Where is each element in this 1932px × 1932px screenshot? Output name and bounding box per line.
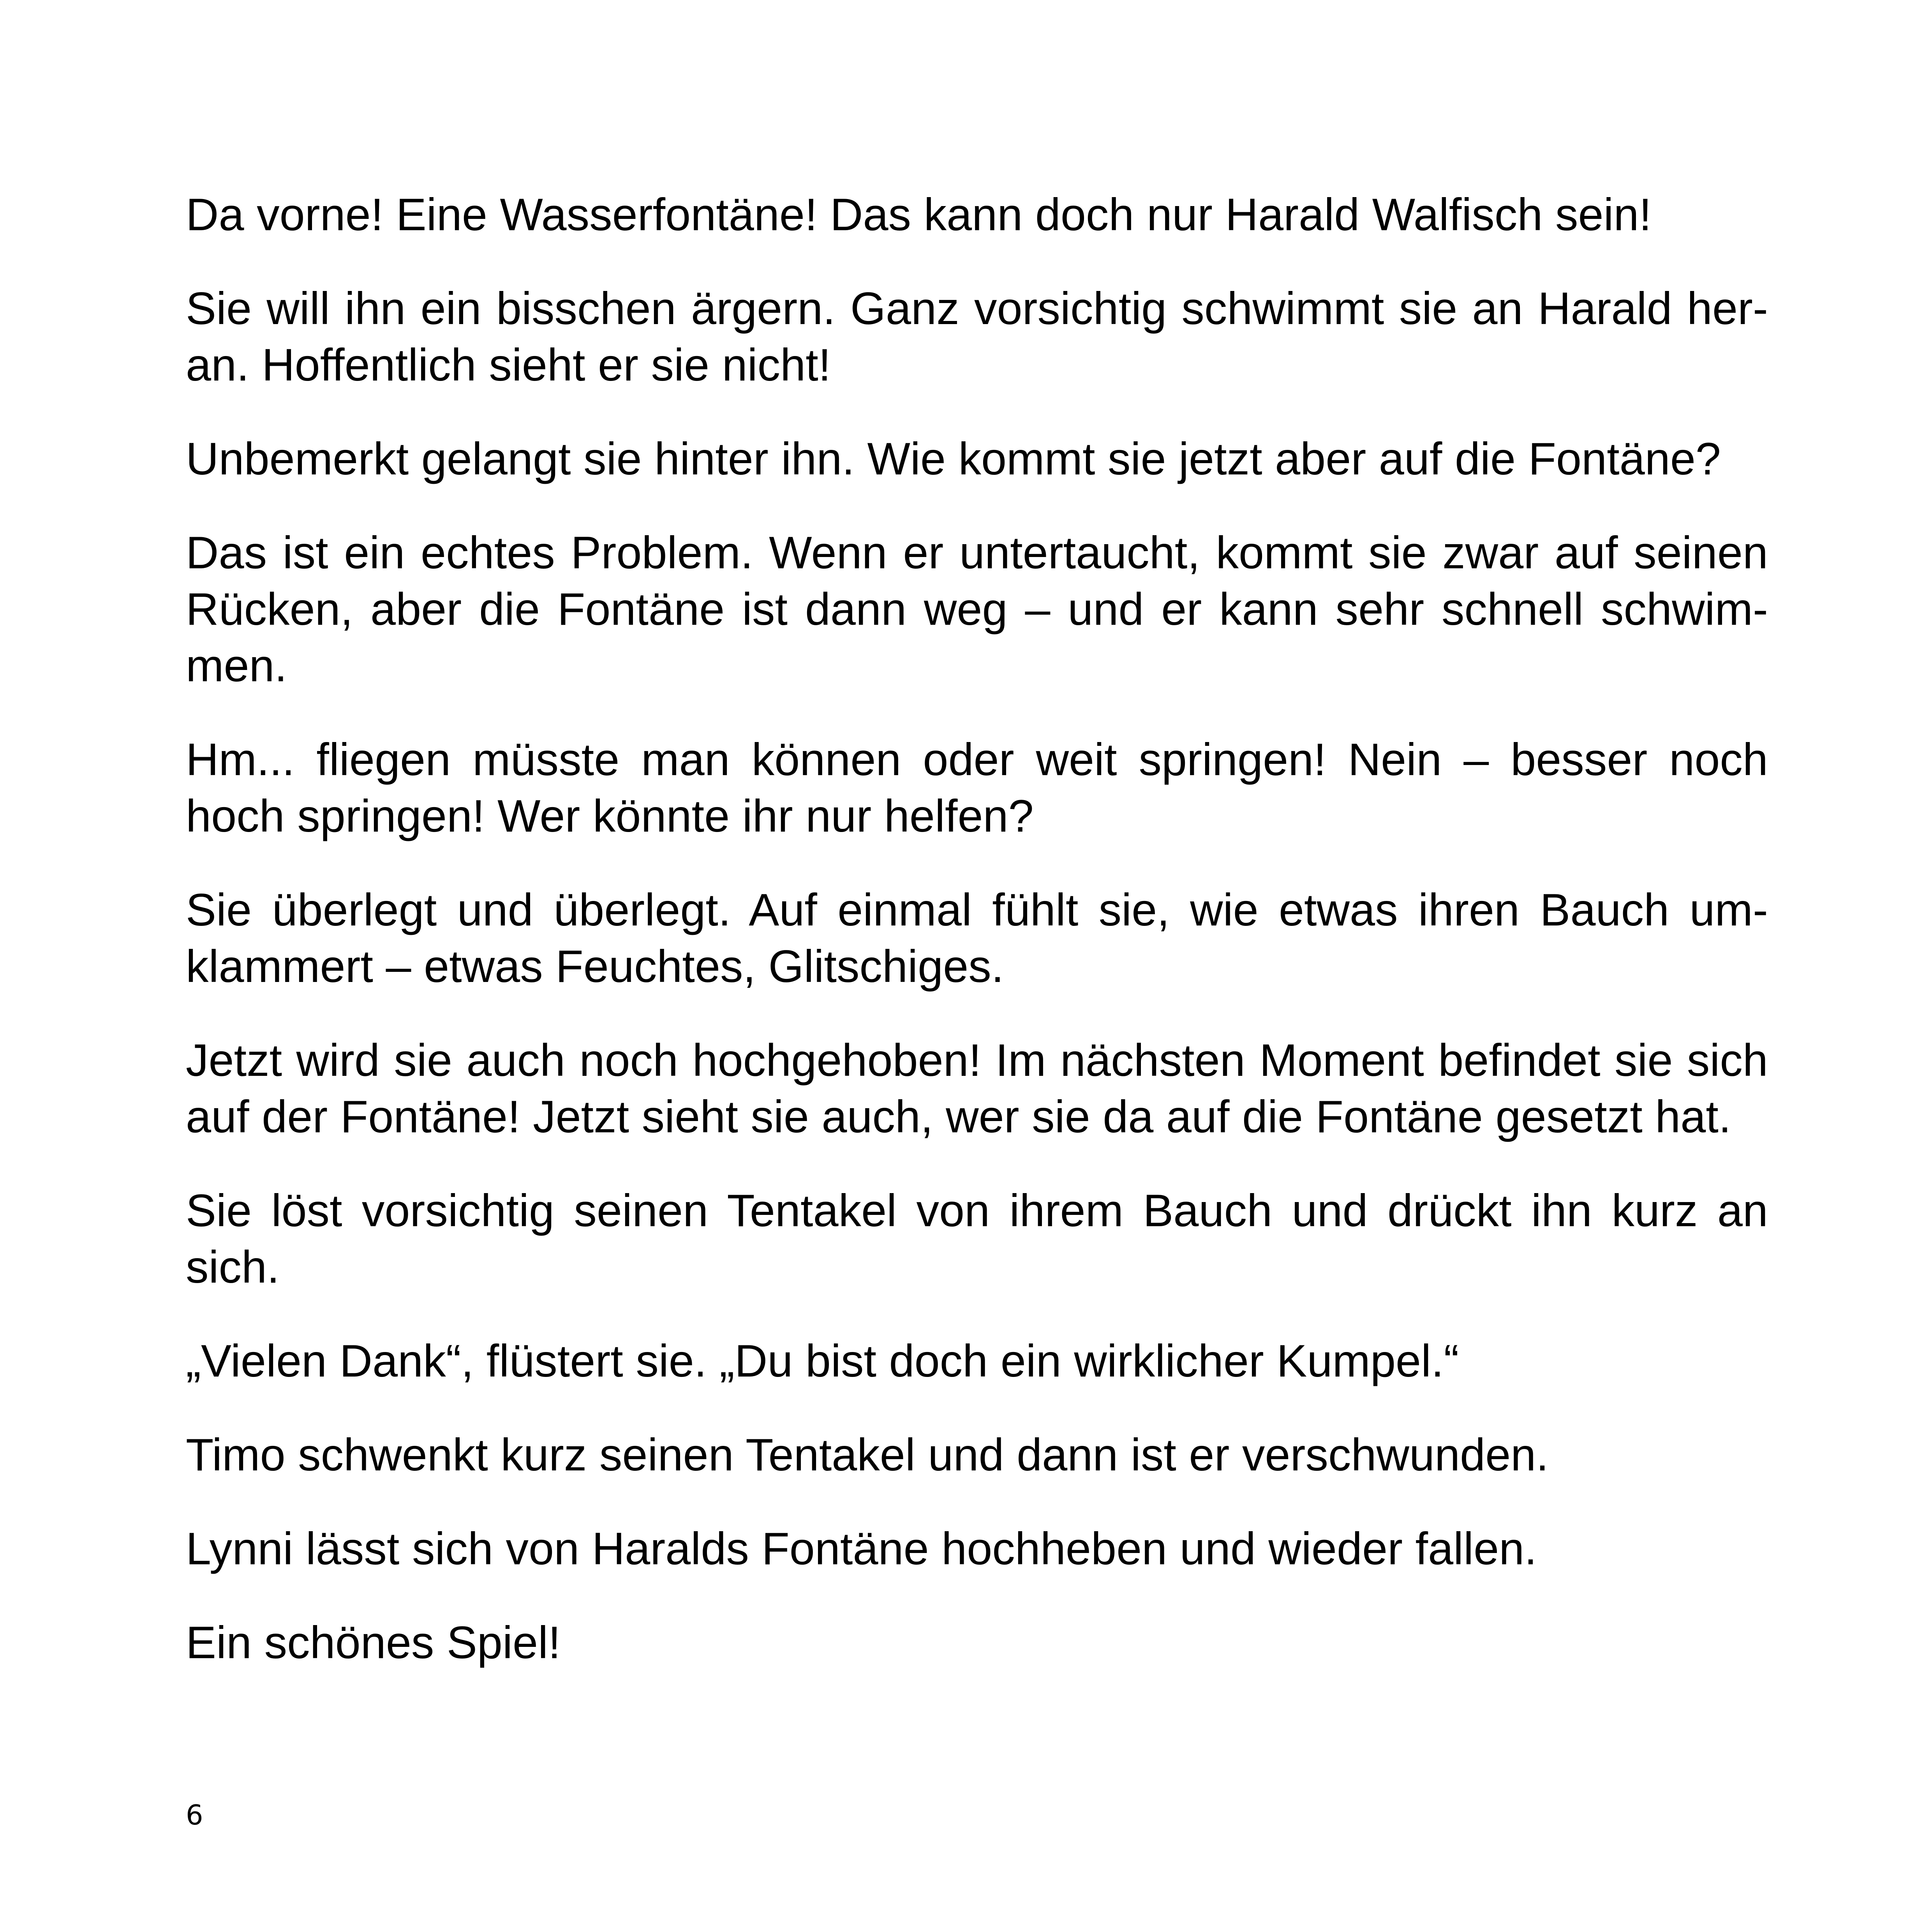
- paragraph-4: Das ist ein echtes Problem. Wenn er untertaucht, kommt sie zwar auf seinen Rücken, aber die Fontäne ist dann weg – und er kann sehr schnell schwimmen.: [186, 527, 1768, 691]
- page-number: 6: [186, 1799, 203, 1831]
- body-text: [186, 186, 1768, 1708]
- paragraph-12: Ein schönes Spiel!: [186, 1617, 561, 1668]
- paragraph-5: Hm... fliegen müsste man können oder weit springen! Nein – besser noch hoch springen! Wer könnte ihr nur helfen?: [186, 734, 1768, 841]
- paragraph-2: Sie will ihn ein bisschen ärgern. Ganz vorsichtig schwimmt sie an Harald heran. Hoffentlich sieht er sie nicht!: [186, 283, 1768, 390]
- paragraph-8: Sie löst vorsichtig seinen Tentakel von ihrem Bauch und drückt ihn kurz an sich.: [186, 1185, 1768, 1292]
- paragraph-6: Sie überlegt und überlegt. Auf einmal fühlt sie, wie etwas ihren Bauch umklammert – etwas Feuchtes, Glitschiges.: [186, 884, 1768, 992]
- paragraph-1: Da vorne! Eine Wasserfontäne! Das kann doch nur Harald Walfisch sein!: [186, 189, 1652, 240]
- paragraph-11: Lynni lässt sich von Haralds Fontäne hochheben und wieder fallen.: [186, 1523, 1537, 1574]
- paragraph-7: Jetzt wird sie auch noch hochgehoben! Im nächsten Moment befindet sie sich auf der Fontäne! Jetzt sieht sie auch, wer sie da auf die Fontäne gesetzt hat.: [186, 1035, 1768, 1142]
- paragraph-3: Unbemerkt gelangt sie hinter ihn. Wie kommt sie jetzt aber auf die Fontäne?: [186, 433, 1721, 484]
- paragraph-10: Timo schwenkt kurz seinen Tentakel und dann ist er verschwunden.: [186, 1429, 1549, 1480]
- paragraph-9: „Vielen Dank“, flüstert sie. „Du bist doch ein wirklicher Kumpel.“: [186, 1335, 1459, 1386]
